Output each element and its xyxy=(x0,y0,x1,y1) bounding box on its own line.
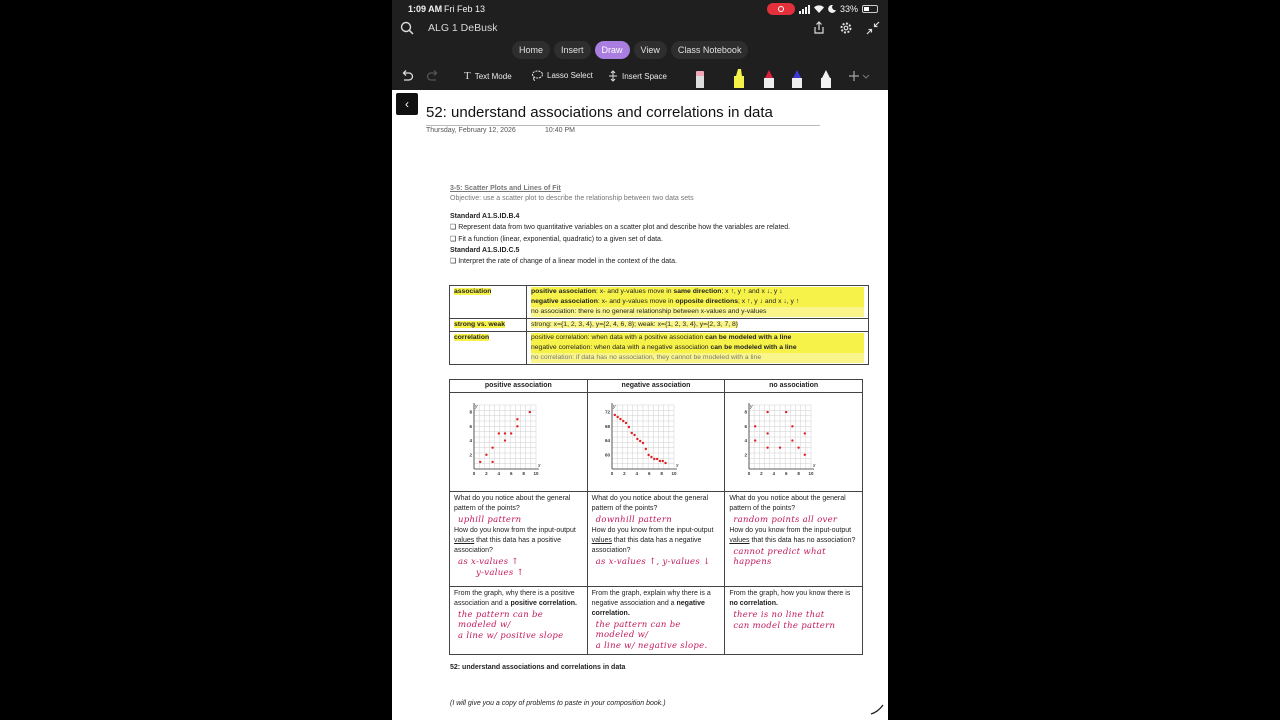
header-negative: negative association xyxy=(587,380,725,393)
data-point xyxy=(647,454,649,456)
definition-cell xyxy=(527,332,869,365)
y-tick-label: 6 xyxy=(469,423,472,429)
screen-recording-icon[interactable] xyxy=(767,3,795,15)
q-text: From the graph, explain why there is a negative association and a xyxy=(591,590,711,607)
add-pen-icon[interactable] xyxy=(847,69,861,83)
table-row xyxy=(450,492,863,587)
header-none: no association xyxy=(725,380,863,393)
y-tick-label: 4 xyxy=(744,438,748,444)
def-text: : x- and y-values move in xyxy=(595,288,674,295)
status-time: 1:09 AM xyxy=(408,4,443,14)
data-point xyxy=(516,418,518,420)
app-chrome xyxy=(392,0,888,90)
def-label: negative association xyxy=(531,298,598,305)
collapse-icon[interactable] xyxy=(866,21,880,35)
title-divider xyxy=(426,125,820,126)
data-point xyxy=(613,414,615,416)
text-mode-icon: T xyxy=(464,70,471,82)
question-cell[interactable] xyxy=(725,492,863,587)
question-cell[interactable] xyxy=(450,587,588,655)
data-point xyxy=(804,432,806,434)
graph-cell xyxy=(587,393,725,492)
handwriting: the pattern can be modeled w/ xyxy=(595,620,681,640)
data-point xyxy=(633,434,635,436)
pen-red-icon[interactable] xyxy=(763,68,775,88)
table-row xyxy=(450,286,869,319)
table-row xyxy=(450,319,869,332)
status-right xyxy=(767,3,878,15)
association-table xyxy=(449,379,863,655)
question-cell[interactable] xyxy=(725,587,863,655)
question-notice: What do you notice about the general pattern of the points? xyxy=(591,495,709,512)
data-point xyxy=(498,432,500,434)
q-text: How do you know from the input-output xyxy=(591,527,714,534)
definition-cell xyxy=(527,319,869,332)
def-bold: can be modeled with a line xyxy=(705,334,792,341)
table-row xyxy=(450,380,863,393)
header-positive: positive association xyxy=(450,380,588,393)
wifi-icon xyxy=(814,5,824,13)
handwriting: the pattern can be modeled w/ xyxy=(458,610,544,630)
table-row xyxy=(450,332,869,365)
lasso-select-label: Lasso Select xyxy=(547,71,593,80)
q-underlined: values xyxy=(454,537,475,544)
settings-icon[interactable] xyxy=(839,21,853,35)
y-tick-label: 8 xyxy=(469,409,472,415)
vocabulary-table xyxy=(449,285,869,365)
q-text: How do you know from the input-output xyxy=(729,527,852,534)
data-point xyxy=(616,416,618,418)
definition-cell xyxy=(527,286,869,319)
question-cell[interactable] xyxy=(450,492,588,587)
def-text: negative correlation: when data with a negative association xyxy=(531,344,711,351)
page-title[interactable]: 52: understand associations and correlations in data xyxy=(426,104,773,121)
redo-icon[interactable] xyxy=(426,69,440,83)
x-axis-label: x xyxy=(675,463,679,469)
data-point xyxy=(754,425,756,427)
handwriting: as x-values ↑, y-values ↓ xyxy=(595,557,711,567)
question-know xyxy=(592,527,714,554)
tab-view[interactable]: View xyxy=(634,41,667,59)
data-point xyxy=(504,432,506,434)
scatter-plot-none xyxy=(735,399,855,489)
scatter-plot-positive xyxy=(460,399,580,489)
q-text: From the graph, why there is a positive association and a xyxy=(454,590,575,607)
standard-1: Standard A1.S.ID.B.4 xyxy=(450,213,520,220)
x-tick-label: 6 xyxy=(509,471,513,476)
y-tick-label: 4 xyxy=(469,438,472,444)
insert-space-icon xyxy=(608,70,618,82)
data-point xyxy=(479,461,481,463)
q-text: that this data has a positive association? xyxy=(454,537,562,554)
tab-draw[interactable]: Draw xyxy=(595,41,630,59)
lesson-objective: Objective: use a scatter plot to describe the relationship between two data sets xyxy=(450,195,694,202)
question-know xyxy=(729,527,855,544)
data-point xyxy=(650,456,652,458)
q-text: From the graph, how you know there is xyxy=(729,590,851,597)
data-point xyxy=(767,411,769,413)
data-point xyxy=(636,438,638,440)
def-bold: opposite directions xyxy=(675,298,739,305)
page-time: 10:40 PM xyxy=(545,127,575,134)
q-text: that this data has no association? xyxy=(749,537,856,544)
draw-toolbar xyxy=(392,64,888,90)
undo-icon[interactable] xyxy=(400,69,414,83)
status-date: Fri Feb 13 xyxy=(444,4,486,14)
data-point xyxy=(630,432,632,434)
q-text: that this data has a negative association? xyxy=(591,537,702,554)
data-point xyxy=(779,446,781,448)
table-row xyxy=(450,393,863,492)
def-text: positive correlation: when data with a positive association xyxy=(531,334,706,341)
pen-white-icon[interactable] xyxy=(820,68,832,88)
x-tick-label: 2 xyxy=(760,471,763,476)
x-tick-label: 4 xyxy=(635,471,638,476)
term-cell xyxy=(450,332,527,365)
data-point xyxy=(625,422,627,424)
insert-space-label: Insert Space xyxy=(622,71,667,81)
eraser-icon[interactable] xyxy=(694,68,706,88)
handwriting: as x-values ↑ xyxy=(458,557,519,567)
text-mode-button[interactable] xyxy=(464,70,512,82)
lesson-heading: 3-5: Scatter Plots and Lines of Fit xyxy=(450,185,561,192)
text-mode-label: Text Mode xyxy=(474,71,512,81)
x-tick-label: 2 xyxy=(622,471,626,476)
highlighter-yellow-icon[interactable] xyxy=(733,68,745,88)
data-point xyxy=(622,420,624,422)
def-positive-association xyxy=(531,287,864,297)
x-tick-label: 0 xyxy=(472,471,476,476)
search-icon[interactable] xyxy=(400,21,414,35)
x-axis-label: x xyxy=(813,463,816,469)
ipad-screen xyxy=(392,0,888,720)
x-tick-label: 2 xyxy=(485,471,488,476)
battery-percent: 33% xyxy=(839,4,858,14)
data-point xyxy=(664,462,666,464)
data-point xyxy=(504,439,506,441)
y-tick-label: 60 xyxy=(604,452,610,458)
standard-1-item-1[interactable]: ❑ Represent data from two quantitative variables on a scatter plot and describe how the variables are related. xyxy=(450,224,791,231)
data-point xyxy=(658,460,660,462)
term-strong-weak: strong vs. weak xyxy=(454,321,505,328)
data-point xyxy=(804,454,806,456)
y-tick-label: 2 xyxy=(469,452,472,458)
data-point xyxy=(653,458,655,460)
data-point xyxy=(491,446,493,448)
handwriting: can model the pattern xyxy=(733,621,836,631)
term-association: association xyxy=(454,288,492,295)
notebook-name[interactable]: ALG 1 DeBusk xyxy=(428,22,498,34)
page-date: Thursday, February 12, 2026 xyxy=(426,127,516,134)
data-point xyxy=(627,426,629,428)
y-axis-label: y xyxy=(750,404,753,410)
lasso-select-button[interactable] xyxy=(531,70,593,81)
y-tick-label: 68 xyxy=(604,423,610,429)
y-tick-label: 8 xyxy=(744,409,748,415)
data-point xyxy=(516,425,518,427)
standard-2: Standard A1.S.ID.C.5 xyxy=(450,247,520,254)
y-axis-label: y xyxy=(475,404,478,410)
standard-2-item-1[interactable]: ❑ Interpret the rate of change of a linear model in the context of the data. xyxy=(450,258,677,265)
chevron-left-icon: ‹ xyxy=(405,97,409,111)
handwriting: uphill pattern xyxy=(458,515,522,525)
y-tick-label: 64 xyxy=(604,438,610,444)
term-correlation: correlation xyxy=(454,334,490,341)
scatter-plot-negative xyxy=(598,399,718,489)
handwriting: y-values ↑ xyxy=(476,568,524,578)
y-tick-label: 72 xyxy=(604,409,610,415)
data-point xyxy=(619,418,621,420)
def-text: : x- and y-values move in xyxy=(597,298,676,305)
tab-insert[interactable]: Insert xyxy=(554,41,591,59)
x-tick-label: 6 xyxy=(647,471,651,476)
ribbon-tabs xyxy=(512,41,748,59)
q-bold: positive correlation. xyxy=(510,600,577,607)
footer-note: (I will give you a copy of problems to paste in your composition book.) xyxy=(450,700,666,707)
term-cell xyxy=(450,319,527,332)
title-row xyxy=(392,18,888,40)
notebook-page[interactable] xyxy=(392,90,888,720)
x-tick-label: 6 xyxy=(785,471,788,476)
standard-1-item-2[interactable]: ❑ Fit a function (linear, exponential, quadratic) to a given set of data. xyxy=(450,236,663,243)
def-bold: can be modeled with a line xyxy=(710,344,797,351)
data-point xyxy=(767,432,769,434)
lasso-icon xyxy=(531,70,543,81)
data-point xyxy=(510,432,512,434)
question-cell[interactable] xyxy=(587,587,725,655)
handwriting: cannot predict what happens xyxy=(733,547,826,567)
term-cell xyxy=(450,286,527,319)
question-notice: What do you notice about the general pattern of the points? xyxy=(729,495,846,512)
question-cell[interactable] xyxy=(587,492,725,587)
data-point xyxy=(529,411,531,413)
data-point xyxy=(767,446,769,448)
x-tick-label: 10 xyxy=(808,471,814,476)
q-bold: negative correlation. xyxy=(591,600,705,617)
x-tick-label: 10 xyxy=(671,471,677,476)
x-tick-label: 8 xyxy=(797,471,801,476)
q-text: How do you know from the input-output xyxy=(454,527,576,534)
x-tick-label: 4 xyxy=(497,471,501,476)
table-row xyxy=(450,587,863,655)
def-no-correlation: no correlation: if data has no association, they cannot be modeled with a line xyxy=(531,353,864,363)
question-know xyxy=(454,527,576,554)
data-point xyxy=(792,425,794,427)
x-axis-label: x xyxy=(538,463,541,469)
moon-icon xyxy=(828,5,836,13)
handwriting: a line w/ positive slope xyxy=(458,631,564,641)
data-point xyxy=(641,442,643,444)
data-point xyxy=(754,439,756,441)
footer-title: 52: understand associations and correlations in data xyxy=(450,664,626,671)
def-positive-correlation xyxy=(531,333,864,343)
insert-space-button[interactable] xyxy=(608,70,667,82)
q-underlined: values xyxy=(729,537,750,544)
handwriting: downhill pattern xyxy=(595,515,673,525)
x-tick-label: 8 xyxy=(522,471,525,476)
data-point xyxy=(656,458,658,460)
q-bold: no correlation. xyxy=(729,600,778,607)
data-point xyxy=(661,460,663,462)
data-point xyxy=(639,440,641,442)
data-point xyxy=(798,446,800,448)
def-text: ; x ↑, y ↑ and x ↓, y ↓ xyxy=(721,288,783,295)
q-underlined: values xyxy=(591,537,612,544)
data-point xyxy=(491,461,493,463)
tab-home[interactable]: Home xyxy=(512,41,550,59)
x-tick-label: 0 xyxy=(610,471,613,476)
data-point xyxy=(785,411,787,413)
x-tick-label: 4 xyxy=(772,471,776,476)
x-tick-label: 10 xyxy=(533,471,539,476)
def-negative-association xyxy=(531,297,864,307)
handwriting: a line w/ negative slope. xyxy=(595,641,708,651)
ink-stroke-icon xyxy=(870,702,886,716)
y-tick-label: 6 xyxy=(744,423,748,429)
back-button[interactable] xyxy=(396,93,418,115)
x-tick-label: 8 xyxy=(659,471,663,476)
y-tick-label: 2 xyxy=(744,452,748,458)
def-label: positive association xyxy=(531,288,596,295)
y-axis-label: y xyxy=(612,404,616,410)
def-no-association: no association: there is no general relationship between x-values and y-values xyxy=(531,307,864,317)
graph-cell xyxy=(725,393,863,492)
data-point xyxy=(485,454,487,456)
cellular-signal-icon xyxy=(799,5,810,14)
question-notice: What do you notice about the general pattern of the points? xyxy=(454,495,571,512)
data-point xyxy=(792,439,794,441)
handwriting: there is no line that xyxy=(733,610,825,620)
status-bar xyxy=(392,0,888,18)
x-tick-label: 0 xyxy=(748,471,751,476)
share-icon[interactable] xyxy=(812,21,826,35)
chevron-down-icon[interactable] xyxy=(862,69,870,83)
def-text: ; x ↑, y ↓ and x ↓, y ↑ xyxy=(738,298,800,305)
data-point xyxy=(644,448,646,450)
pen-blue-icon[interactable] xyxy=(791,68,803,88)
graph-cell xyxy=(450,393,588,492)
def-negative-correlation xyxy=(531,343,864,353)
handwriting: random points all over xyxy=(733,515,838,525)
battery-icon xyxy=(862,5,878,13)
def-strong-weak: strong: x={1, 2, 3, 4}, y={2, 4, 6, 8}; weak: x={1, 2, 3, 4}, y={2, 3, 7, 8} xyxy=(531,321,739,328)
def-bold: same direction xyxy=(673,288,722,295)
tab-class-notebook[interactable]: Class Notebook xyxy=(671,41,749,59)
